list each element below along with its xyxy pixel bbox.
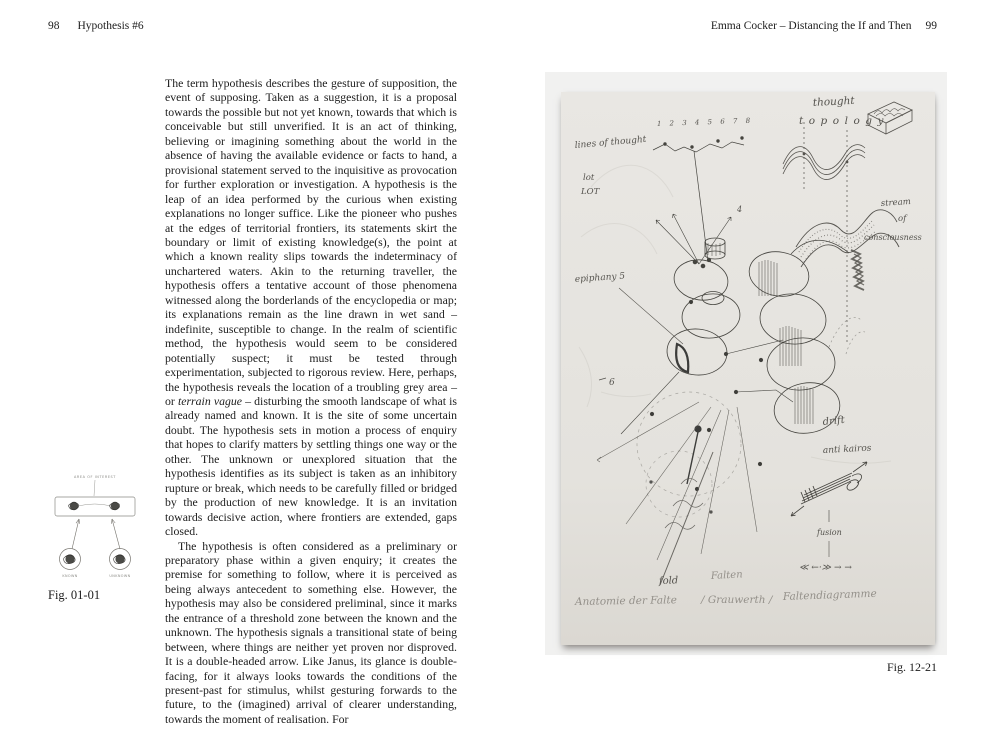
stream-label-2: of: [898, 214, 907, 224]
fold-label: fold: [658, 575, 679, 587]
stream-label-1: stream: [880, 196, 912, 209]
area-of-interest-label: AREA OF INTEREST: [74, 475, 116, 479]
epiphany-label: epiphany 5: [574, 271, 626, 285]
left-running-header: [48, 20, 144, 32]
photo-plate: [545, 72, 947, 655]
numbers-row: 1 2 3 4 5 6 7 8: [656, 116, 754, 128]
lot-upper-label: LOT: [581, 187, 600, 197]
arrow-marks: ≪ ←·≫ → →: [799, 563, 852, 573]
left-running-title: Hypothesis #6: [77, 20, 144, 32]
lot-lower-label: lot: [583, 173, 595, 183]
lines-of-thought-label: lines of thought: [574, 134, 647, 151]
bottom-note-left: Anatomie der Falte: [574, 594, 677, 608]
unknown-label: UNKNOWN: [109, 574, 131, 578]
lens-shape: [676, 344, 688, 372]
zigzag-and-hub: [653, 137, 744, 268]
falten-label: Falten: [710, 569, 743, 582]
dashed-circles: [637, 392, 741, 517]
figure-12-21-caption: Fig. 12-21: [886, 660, 937, 674]
bottom-note-right: Faltendiagramme: [782, 587, 877, 603]
arrows-up: [72, 519, 120, 549]
topology-label: topology: [799, 115, 889, 127]
known-node: [60, 549, 81, 570]
known-label: KNOWN: [62, 574, 78, 578]
sketch-paper: [561, 92, 935, 645]
right-running-header: [600, 20, 937, 32]
scribble-node-right-in-box: [110, 502, 120, 510]
right-coil: [746, 240, 849, 438]
body-text: [165, 76, 457, 726]
dot-network: [621, 300, 793, 490]
number-four-mark: 4: [737, 205, 743, 214]
stream-label-3: consciousness: [864, 233, 922, 242]
thought-label: thought: [812, 94, 855, 109]
number-six-label: 6: [609, 378, 615, 388]
sketch-drawing: [561, 92, 935, 645]
fusion-label: fusion: [817, 528, 842, 537]
fold-ribbon: [791, 462, 867, 522]
paragraph: The hypothesis is often considered as a preliminary or preparatory phase within a given enquiry; it creates the premise for something to follow, where it is perceived as being always antecedent to something else. However, the hypothesis may also be considered preliminal, since it marks the entrance of a threshold zone between the known and the unknown. The hypothesis signals a transitional state of being between, where things are neither yet proven nor disproved. It is a double-headed arrow. Like Janus, its glance is double-facing, for it always looks towards the conditions of the present-past for stimulus, whilst gesturing forwards to the future, to the (imagined) arrival of clearer understanding, towards the moment of realisation. For: [165, 538, 457, 726]
bottom-note-mid: / Grauwerth /: [701, 594, 773, 606]
left-page-number: 98: [48, 20, 60, 32]
right-running-title: Emma Cocker – Distancing the If and Then: [710, 20, 912, 32]
figure-01-01-diagram: [48, 466, 143, 584]
scribble-node-left-in-box: [69, 502, 79, 510]
anti-kairos-label: anti kairos: [822, 443, 872, 456]
right-page-number: 99: [925, 20, 937, 32]
figure-01-01-caption: Fig. 01-01: [48, 588, 101, 602]
fan-lines: [597, 402, 757, 585]
lens-box: [55, 497, 135, 516]
drift-label: drift: [822, 414, 846, 428]
paragraph: The term hypothesis describes the gesture of supposition, the event of supposing. Taken as a suggestion, it is a proposal towards the possible but not yet known, towards that which is conceivable but still unverified. It is an act of thinking, believing or imagining something about the world in the absence of having the available evidence or facts to hand, a provisional statement served to the inquisitive as provocation for further exploration or investigation. A hypothesis is the leap of an idea performed by the curious when existing explanations no longer suffice. Like the pioneer who pushes at the edges of territorial frontiers, its statements skirt the boundary or limit of existing knowledge(s), the point at which a known reality slips towards the indeterminacy of unchartered waters. Akin to the returning traveller, the hypothesis offers a tentative account of those phenomena witnessed along the borderlands of the encyclopedia or map; its explanations remain as the line drawn in wet sand – indefinite, susceptible to change. In the realm of scientific method, the hypothesis would seem to be considered potentially suspect; it must be tested through experimentation, subjected to rigorous review. Here, perhaps, the hypothesis reveals the location of a troubling grey area – or terrain vague – disturbing the smooth landscape of what is already named and known. It is the site of some uncertain doubt. The hypothesis sets in motion a process of enquiry that hopes to clarify matters by settling things one way or the other. The unknown or unexplored situation that the hypothesis identifies as its subject is taken as an inhibitory rupture or break, which needs to be carefully filled or bridged by the production of new knowledge. It is an invitation towards decisive action, where frontiers are extended, gaps closed.: [165, 76, 458, 539]
unknown-node: [110, 549, 131, 570]
stream-ribbon: [796, 210, 899, 290]
